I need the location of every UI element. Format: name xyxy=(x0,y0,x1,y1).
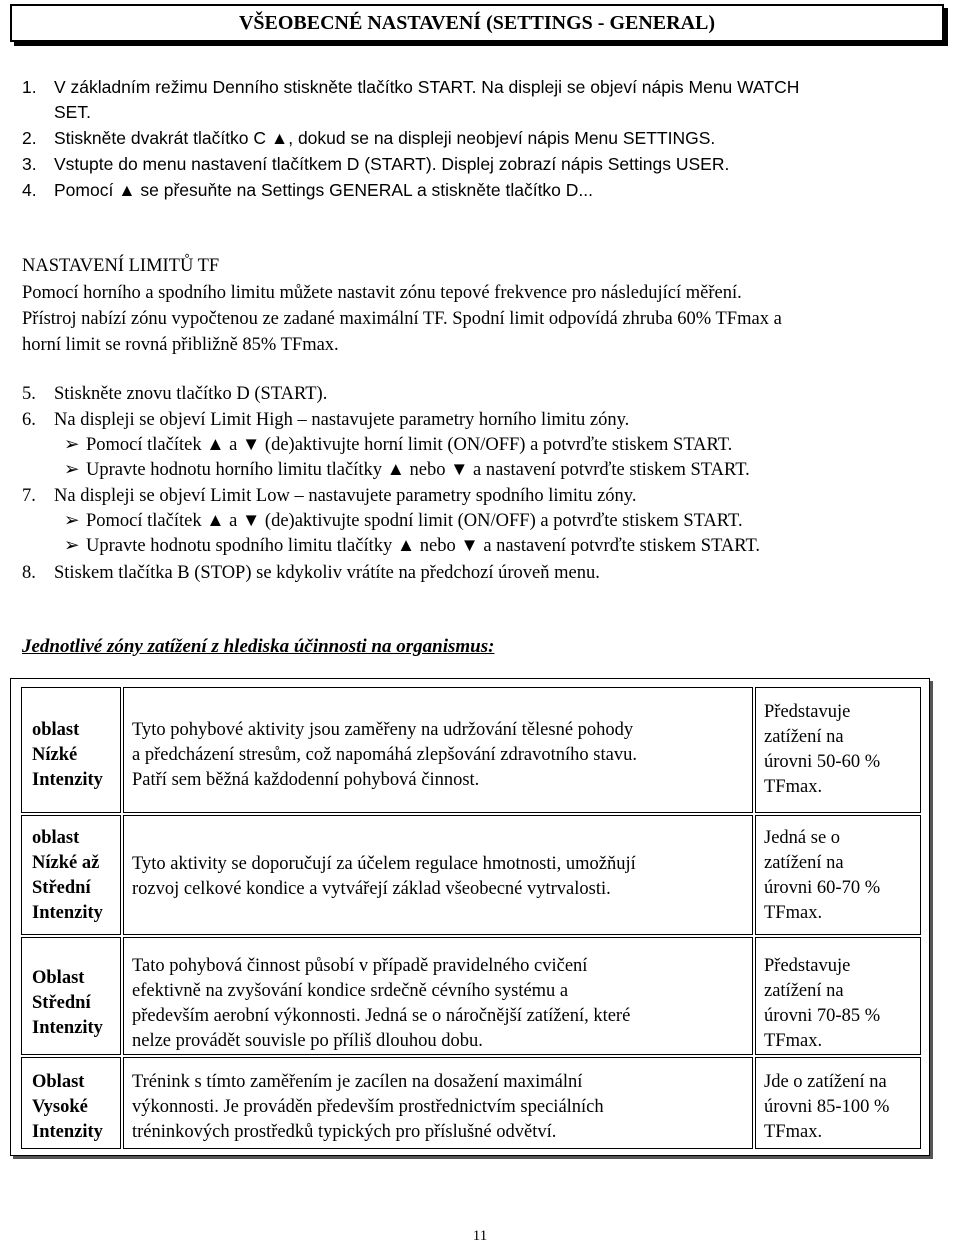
step-7-sub-2 xyxy=(64,535,760,557)
step-6 xyxy=(22,409,629,431)
step-7-sub-1 xyxy=(64,510,743,532)
step-5 xyxy=(22,383,327,405)
zone-desc-cell xyxy=(123,687,753,813)
bullet-arrow-icon: ➢ xyxy=(64,460,80,480)
step-6-sub-2 xyxy=(64,459,750,481)
step-text: Na displeji se objeví Limit Low – nastavujete parametry spodního limitu zóny. xyxy=(54,486,637,506)
zone-load: Jde o zatížení na úrovni 85-100 % TFmax. xyxy=(764,1072,890,1142)
zone-name: oblast Nízké až Střední Intenzity xyxy=(32,828,103,923)
zone-name-cell xyxy=(21,687,121,813)
step-text: Stiskněte dvakrát tlačítko C ▲, dokud se na displeji neobjeví nápis Menu SETTINGS. xyxy=(54,128,716,148)
zone-name: oblast Nízké Intenzity xyxy=(32,720,103,790)
step-8 xyxy=(22,562,600,584)
zone-load: Představuje zatížení na úrovni 70-85 % TFmax. xyxy=(764,956,881,1051)
zone-name-cell xyxy=(21,937,121,1055)
zone-load-cell xyxy=(755,1057,921,1149)
step-4 xyxy=(22,179,593,201)
bullet-arrow-icon: ➢ xyxy=(64,536,80,556)
step-number: 4. xyxy=(22,180,37,200)
step-text: Na displeji se objeví Limit High – nastavujete parametry horního limitu zóny. xyxy=(54,410,630,430)
step-number: 7. xyxy=(22,486,36,506)
zone-description: Tyto pohybové aktivity jsou zaměřeny na udržování tělesné pohody a předcházení stresům, což napomáhá zlepšování zdravotního stavu. Patří sem běžná každodenní pohybová činnost. xyxy=(132,720,637,790)
step-number: 1. xyxy=(22,77,37,97)
step-1-continuation: SET. xyxy=(54,102,91,122)
zones-heading: Jednotlivé zóny zatížení z hlediska účinnosti na organismus: xyxy=(22,636,495,657)
bullet-arrow-icon: ➢ xyxy=(64,435,80,455)
step-2 xyxy=(22,127,715,149)
page-number: 11 xyxy=(472,1228,488,1244)
sub-text: Pomocí tlačítek ▲ a ▼ (de)aktivujte horní limit (ON/OFF) a potvrďte stiskem START. xyxy=(86,435,733,455)
step-3 xyxy=(22,153,729,175)
step-number: 6. xyxy=(22,410,36,430)
step-text: Stiskněte znovu tlačítko D (START). xyxy=(54,384,328,404)
zone-load: Jedná se o zatížení na úrovni 60-70 % TFmax. xyxy=(764,828,881,923)
step-1 xyxy=(22,76,799,98)
limit-paragraph-line: Přístroj nabízí zónu vypočtenou ze zadané maximální TF. Spodní limit odpovídá zhruba 60% TFmax a xyxy=(22,309,782,329)
sub-text: Pomocí tlačítek ▲ a ▼ (de)aktivujte spodní limit (ON/OFF) a potvrďte stiskem START. xyxy=(86,511,743,531)
zone-name: Oblast Vysoké Intenzity xyxy=(32,1072,103,1142)
zone-name: Oblast Střední Intenzity xyxy=(32,968,103,1038)
step-number: 5. xyxy=(22,384,36,404)
limit-paragraph-line: horní limit se rovná přibližně 85% TFmax. xyxy=(22,335,339,355)
zone-desc-cell xyxy=(123,1057,753,1149)
limit-paragraph-line: Pomocí horního a spodního limitu můžete nastavit zónu tepové frekvence pro následující měření. xyxy=(22,283,742,303)
step-number: 8. xyxy=(22,563,36,583)
sub-text: Upravte hodnotu horního limitu tlačítky ▲ nebo ▼ a nastavení potvrďte stiskem START. xyxy=(86,460,750,480)
zone-load: Představuje zatížení na úrovni 50-60 % TFmax. xyxy=(764,702,881,797)
step-7 xyxy=(22,485,636,507)
step-text: V základním režimu Denního stiskněte tlačítko START. Na displeji se objeví nápis Menu WATCH xyxy=(54,77,800,97)
zone-description: Tato pohybová činnost působí v případě pravidelného cvičení efektivně na zvyšování kondice srdečně cévního systému a především aerobní výkonnosti. Jedná se o náročnější zatížení, které nelze provádět souvisle po příliš dlouhou dobu. xyxy=(132,956,631,1051)
step-6-sub-1 xyxy=(64,434,732,456)
limit-heading: NASTAVENÍ LIMITŮ TF xyxy=(22,256,220,276)
sub-text: Upravte hodnotu spodního limitu tlačítky ▲ nebo ▼ a nastavení potvrďte stiskem START. xyxy=(86,536,761,556)
zone-name-cell xyxy=(21,1057,121,1149)
step-text: Vstupte do menu nastavení tlačítkem D (START). Displej zobrazí nápis Settings USER. xyxy=(54,154,730,174)
step-number: 2. xyxy=(22,128,37,148)
zone-description: Trénink s tímto zaměřením je zacílen na dosažení maximální výkonnosti. Je prováděn především prostřednictvím speciálních tréninkových prostředků typických pro příslušné odvětví. xyxy=(132,1072,604,1142)
zone-desc-cell xyxy=(123,937,753,1055)
step-number: 3. xyxy=(22,154,37,174)
zone-load-cell xyxy=(755,937,921,1055)
zones-table xyxy=(10,678,930,1156)
step-text: Stiskem tlačítka B (STOP) se kdykoliv vrátíte na předchozí úroveň menu. xyxy=(54,563,600,583)
page-title: VŠEOBECNÉ NASTAVENÍ (SETTINGS - GENERAL) xyxy=(10,4,944,42)
bullet-arrow-icon: ➢ xyxy=(64,511,80,531)
zone-name-cell xyxy=(21,815,121,935)
zone-desc-cell xyxy=(123,815,753,935)
step-text: Pomocí ▲ se přesuňte na Settings GENERAL a stiskněte tlačítko D... xyxy=(54,180,593,200)
zone-load-cell xyxy=(755,687,921,813)
zone-description: Tyto aktivity se doporučují za účelem regulace hmotnosti, umožňují rozvoj celkové kondice a vytvářejí základ všeobecné vytrvalosti. xyxy=(132,854,636,899)
zone-load-cell xyxy=(755,815,921,935)
